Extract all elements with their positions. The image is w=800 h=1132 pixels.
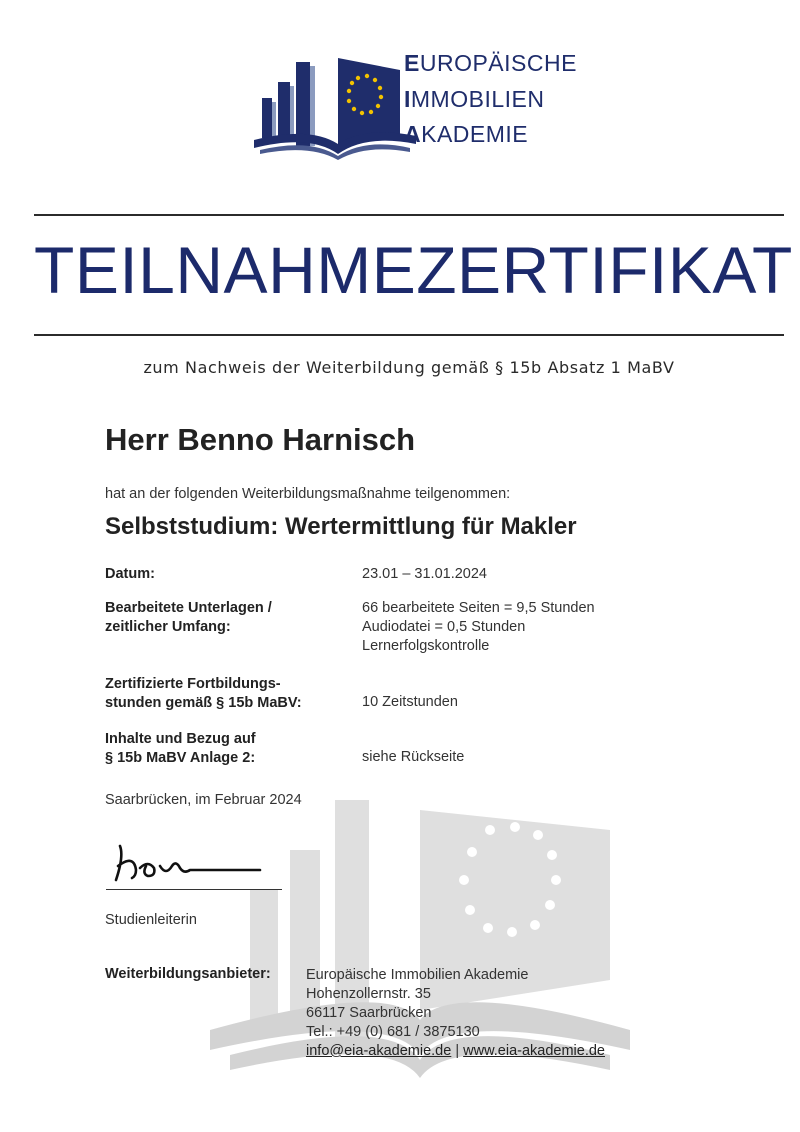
date-label: Datum: bbox=[105, 566, 155, 582]
recipient-name: Herr Benno Harnisch bbox=[105, 422, 416, 457]
material-value bbox=[362, 599, 595, 656]
place-date: Saarbrücken, im Februar 2024 bbox=[105, 792, 302, 808]
intro-text: hat an der folgenden Weiterbildungsmaßnahme teilgenommen: bbox=[105, 486, 511, 502]
material-label-line-1: Bearbeitete Unterlagen / bbox=[105, 600, 272, 616]
material-value-line-1: 66 bearbeitete Seiten = 9,5 Stunden bbox=[362, 600, 595, 616]
material-label-line-2: zeitlicher Umfang: bbox=[105, 619, 231, 635]
hours-label-line-1: Zertifizierte Fortbildungs- bbox=[105, 676, 281, 692]
provider-street: Hohenzollernstr. 35 bbox=[306, 986, 431, 1002]
hours-value: 10 Zeitstunden bbox=[362, 694, 458, 710]
certificate-title: TEILNAHMEZERTIFIKAT bbox=[34, 233, 793, 307]
material-label bbox=[105, 599, 272, 637]
content-value: siehe Rückseite bbox=[362, 749, 465, 765]
link-separator: | bbox=[451, 1043, 464, 1059]
material-value-line-3: Lernerfolgskontrolle bbox=[362, 638, 490, 654]
provider-name: Europäische Immobilien Akademie bbox=[306, 967, 529, 983]
provider-phone: Tel.: +49 (0) 681 / 3875130 bbox=[306, 1024, 480, 1040]
provider-website-link[interactable]: www.eia-akademie.de bbox=[463, 1043, 605, 1059]
hours-label-line-2: stunden gemäß § 15b MaBV: bbox=[105, 695, 302, 711]
logo-text-line-2: IMMOBILIEN bbox=[404, 86, 545, 112]
signature-line bbox=[106, 889, 282, 890]
provider-label: Weiterbildungsanbieter: bbox=[105, 966, 271, 982]
certificate-subtitle: zum Nachweis der Weiterbildung gemäß § 15b Absatz 1 MaBV bbox=[143, 358, 675, 377]
provider-email-link[interactable]: info@eia-akademie.de bbox=[306, 1043, 452, 1059]
content-label-line-1: Inhalte und Bezug auf bbox=[105, 731, 256, 747]
logo-text-line-3: AKADEMIE bbox=[404, 121, 529, 147]
provider-links bbox=[306, 1042, 605, 1061]
provider-city: 66117 Saarbrücken bbox=[306, 1005, 432, 1021]
divider-bottom bbox=[34, 334, 784, 336]
content-label bbox=[105, 730, 256, 768]
course-title: Selbststudium: Wertermittlung für Makler bbox=[105, 513, 577, 540]
date-value: 23.01 – 31.01.2024 bbox=[362, 566, 487, 582]
divider-top bbox=[34, 214, 784, 216]
material-value-line-2: Audiodatei = 0,5 Stunden bbox=[362, 619, 526, 635]
content-label-line-2: § 15b MaBV Anlage 2: bbox=[105, 750, 256, 766]
signature-icon bbox=[110, 836, 270, 886]
hours-label bbox=[105, 675, 302, 713]
signer-role: Studienleiterin bbox=[105, 912, 197, 928]
logo-text-line-1: EUROPÄISCHE bbox=[404, 50, 577, 76]
academy-logo-icon bbox=[250, 48, 420, 160]
